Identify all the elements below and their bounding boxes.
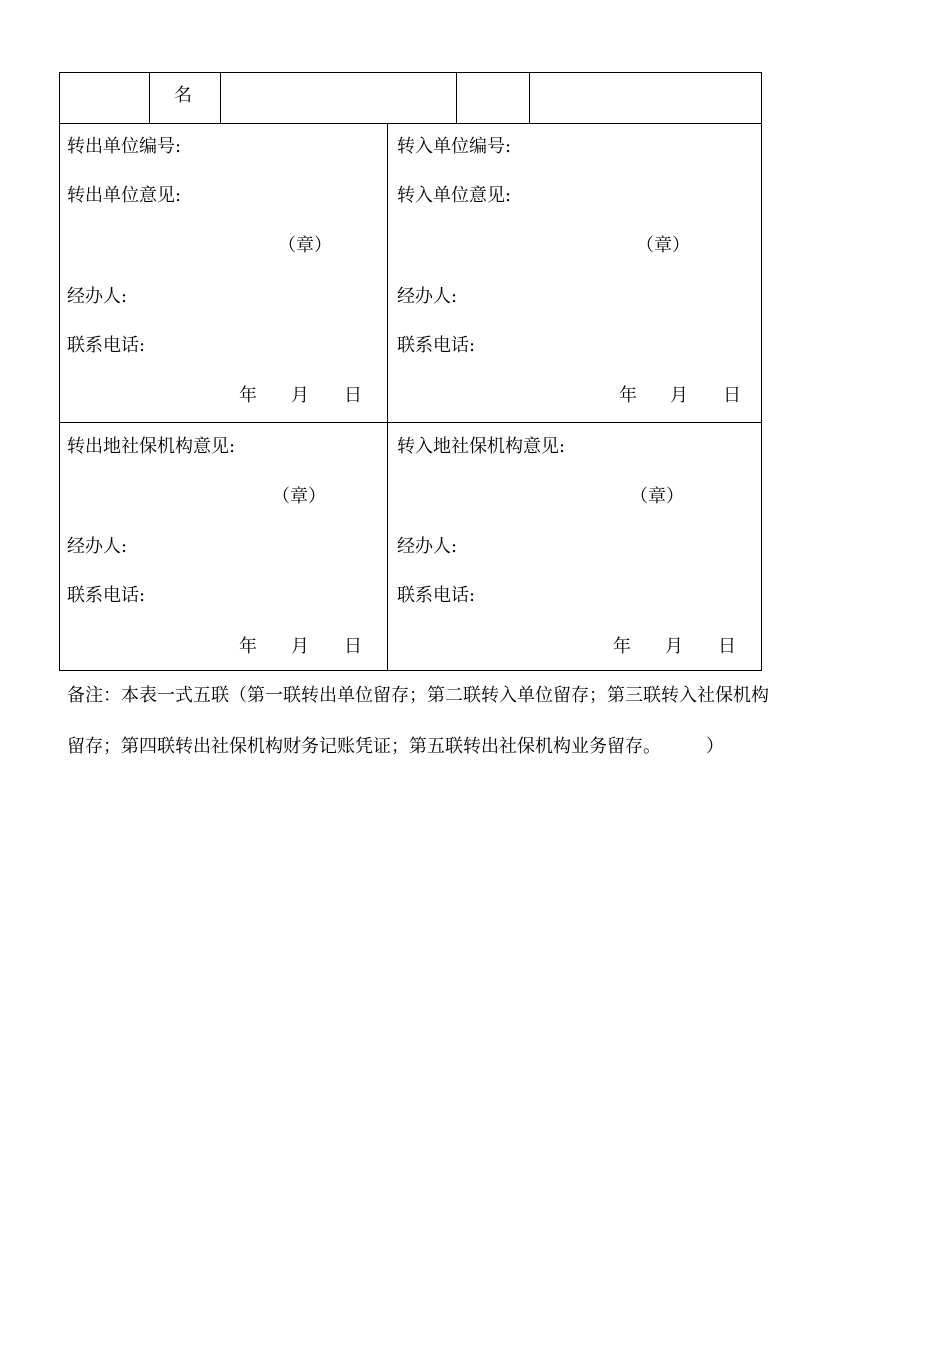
transfer-out-unit-number-label: 转出单位编号: <box>67 136 182 157</box>
transfer-out-agency-year-label: 年 <box>239 636 257 657</box>
name-value-cell[interactable] <box>221 73 456 123</box>
transfer-out-agency-handler-label: 经办人: <box>67 536 128 557</box>
transfer-out-agency-month-label: 月 <box>291 636 309 657</box>
transfer-in-unit-year-label: 年 <box>619 385 637 406</box>
header-row-bottom-line <box>60 123 761 124</box>
header-blank-cell-1[interactable] <box>60 73 149 123</box>
transfer-in-unit-month-label: 月 <box>670 385 688 406</box>
transfer-out-unit-phone-label: 联系电话: <box>67 335 146 356</box>
header-divider-1 <box>149 73 150 123</box>
transfer-out-unit-month-label: 月 <box>291 385 309 406</box>
transfer-in-unit-handler-label: 经办人: <box>397 286 458 307</box>
transfer-in-agency-year-label: 年 <box>613 636 631 657</box>
transfer-in-agency-day-label: 日 <box>718 636 736 657</box>
transfer-in-unit-seal-label: （章） <box>636 235 690 256</box>
middle-row-divider-line <box>60 422 761 423</box>
transfer-in-unit-number-label: 转入单位编号: <box>397 136 512 157</box>
transfer-in-agency-handler-label: 经办人: <box>397 536 458 557</box>
transfer-out-agency-opinion-label: 转出地社保机构意见: <box>67 436 236 457</box>
remarks-line-2: 留存；第四联转出社保机构财务记账凭证；第五联转出社保机构业务留存。 ） <box>67 736 724 757</box>
header-blank-cell-3[interactable] <box>457 73 529 123</box>
transfer-out-agency-phone-label: 联系电话: <box>67 585 146 606</box>
transfer-out-unit-handler-label: 经办人: <box>67 286 128 307</box>
remarks-line-1: 备注：本表一式五联（第一联转出单位留存；第二联转入单位留存；第三联转入社保机构 <box>67 685 769 706</box>
transfer-in-agency-opinion-label: 转入地社保机构意见: <box>397 436 566 457</box>
transfer-out-agency-seal-label: （章） <box>272 486 326 507</box>
name-label: 名 <box>174 85 192 106</box>
header-blank-cell-4[interactable] <box>530 73 761 123</box>
column-divider-line <box>387 123 388 670</box>
transfer-in-agency-month-label: 月 <box>665 636 683 657</box>
transfer-in-unit-opinion-label: 转入单位意见: <box>397 185 512 206</box>
transfer-in-unit-day-label: 日 <box>723 385 741 406</box>
transfer-out-unit-opinion-label: 转出单位意见: <box>67 185 182 206</box>
transfer-form-table <box>59 72 762 671</box>
transfer-in-agency-seal-label: （章） <box>630 486 684 507</box>
transfer-in-unit-phone-label: 联系电话: <box>397 335 476 356</box>
transfer-out-agency-day-label: 日 <box>344 636 362 657</box>
transfer-out-unit-year-label: 年 <box>239 385 257 406</box>
transfer-out-unit-seal-label: （章） <box>278 235 332 256</box>
transfer-in-agency-phone-label: 联系电话: <box>397 585 476 606</box>
transfer-out-unit-day-label: 日 <box>344 385 362 406</box>
